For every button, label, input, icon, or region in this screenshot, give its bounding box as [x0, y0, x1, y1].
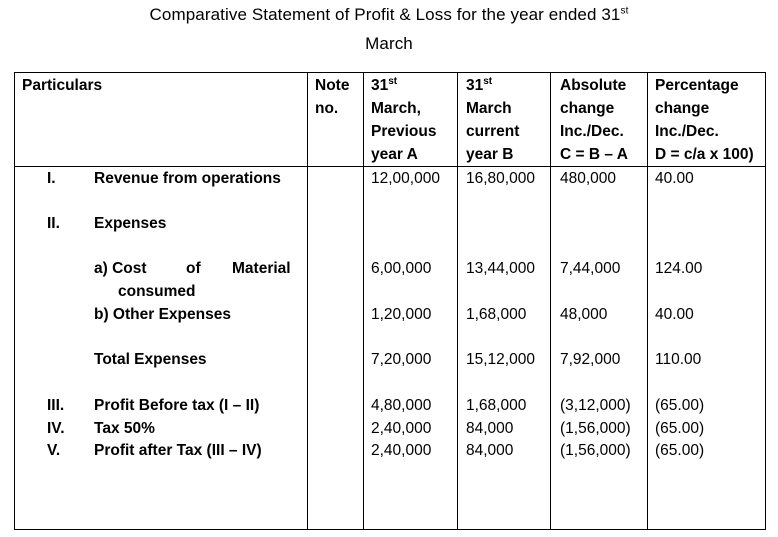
value-b: 1,68,000 [466, 306, 527, 323]
header-col-d-line3: Inc./Dec. [655, 123, 719, 140]
row-label-tax: Tax 50% [94, 420, 155, 437]
value-c: 480,000 [560, 170, 617, 187]
row-label-other-expenses: b) Other Expenses [94, 306, 231, 323]
header-col-b-line1: 31st [466, 75, 493, 94]
col-divider-a [457, 73, 458, 529]
statement-title-line2: March [365, 34, 413, 53]
header-col-c-line1: Absolute [560, 77, 627, 94]
value-d: 124.00 [655, 260, 703, 277]
header-col-c-line2: change [560, 100, 615, 117]
value-a: 6,00,000 [371, 260, 432, 277]
row-label-profit-after-tax: Profit after Tax (III – IV) [94, 442, 262, 459]
value-c: 7,44,000 [560, 260, 621, 277]
value-d: 40.00 [655, 170, 694, 187]
header-note-line1: Note [315, 77, 350, 94]
value-d: (65.00) [655, 442, 705, 459]
value-a: 12,00,000 [371, 170, 440, 187]
header-col-d-line2: change [655, 100, 710, 117]
header-col-d-line1: Percentage [655, 77, 739, 94]
header-col-a-line1: 31st [371, 75, 398, 94]
header-col-a-line3: Previous [371, 123, 437, 140]
value-a: 2,40,000 [371, 442, 432, 459]
row-label-total-expenses: Total Expenses [94, 351, 207, 368]
statement-title-text: Comparative Statement of Profit & Loss for the year ended 31 [149, 5, 621, 24]
row-number: I. [47, 170, 56, 187]
header-col-c-line4: C = B – A [560, 146, 628, 163]
col-divider-b [550, 73, 551, 529]
value-b: 1,68,000 [466, 397, 527, 414]
row-label-cost-line2: consumed [118, 283, 196, 300]
header-col-b-line2: March [466, 100, 512, 117]
value-c: 48,000 [560, 306, 608, 323]
statement-title-line1 [0, 5, 778, 25]
value-a: 2,40,000 [371, 420, 432, 437]
value-b: 13,44,000 [466, 260, 535, 277]
col-divider-note [363, 73, 364, 529]
title-superscript: st [620, 5, 629, 17]
row-number: III. [47, 397, 65, 414]
profit-loss-table [14, 72, 766, 530]
value-a: 4,80,000 [371, 397, 432, 414]
header-col-d-line4: D = c/a x 100) [655, 146, 754, 163]
value-b: 15,12,000 [466, 351, 535, 368]
row-label-cost-part1: a) Cost [94, 260, 147, 277]
row-number: II. [47, 215, 60, 232]
row-number: IV. [47, 420, 65, 437]
value-d: (65.00) [655, 397, 705, 414]
row-label-revenue: Revenue from operations [94, 170, 281, 187]
header-col-c-line3: Inc./Dec. [560, 123, 624, 140]
col-divider-particulars [307, 73, 308, 529]
col-divider-c [647, 73, 648, 529]
row-label-expenses: Expenses [94, 215, 167, 232]
value-a: 1,20,000 [371, 306, 432, 323]
value-c: (1,56,000) [560, 442, 631, 459]
header-col-b-line4: year B [466, 146, 514, 163]
value-c: (3,12,000) [560, 397, 631, 414]
value-b: 16,80,000 [466, 170, 535, 187]
row-label-cost-part3: Material [232, 260, 291, 277]
value-b: 84,000 [466, 442, 514, 459]
value-a: 7,20,000 [371, 351, 432, 368]
header-particulars: Particulars [22, 77, 103, 94]
row-number: V. [47, 442, 61, 459]
header-note-line2: no. [315, 100, 339, 117]
header-col-b-line3: current [466, 123, 520, 140]
value-b: 84,000 [466, 420, 514, 437]
value-c: (1,56,000) [560, 420, 631, 437]
header-col-a-line2: March, [371, 100, 421, 117]
value-d: 110.00 [655, 351, 702, 368]
row-label-cost-part2: of [186, 260, 201, 277]
value-d: (65.00) [655, 420, 705, 437]
row-label-profit-before-tax: Profit Before tax (I – II) [94, 397, 260, 414]
value-d: 40.00 [655, 306, 694, 323]
value-c: 7,92,000 [560, 351, 621, 368]
header-col-a-line4: year A [371, 146, 418, 163]
